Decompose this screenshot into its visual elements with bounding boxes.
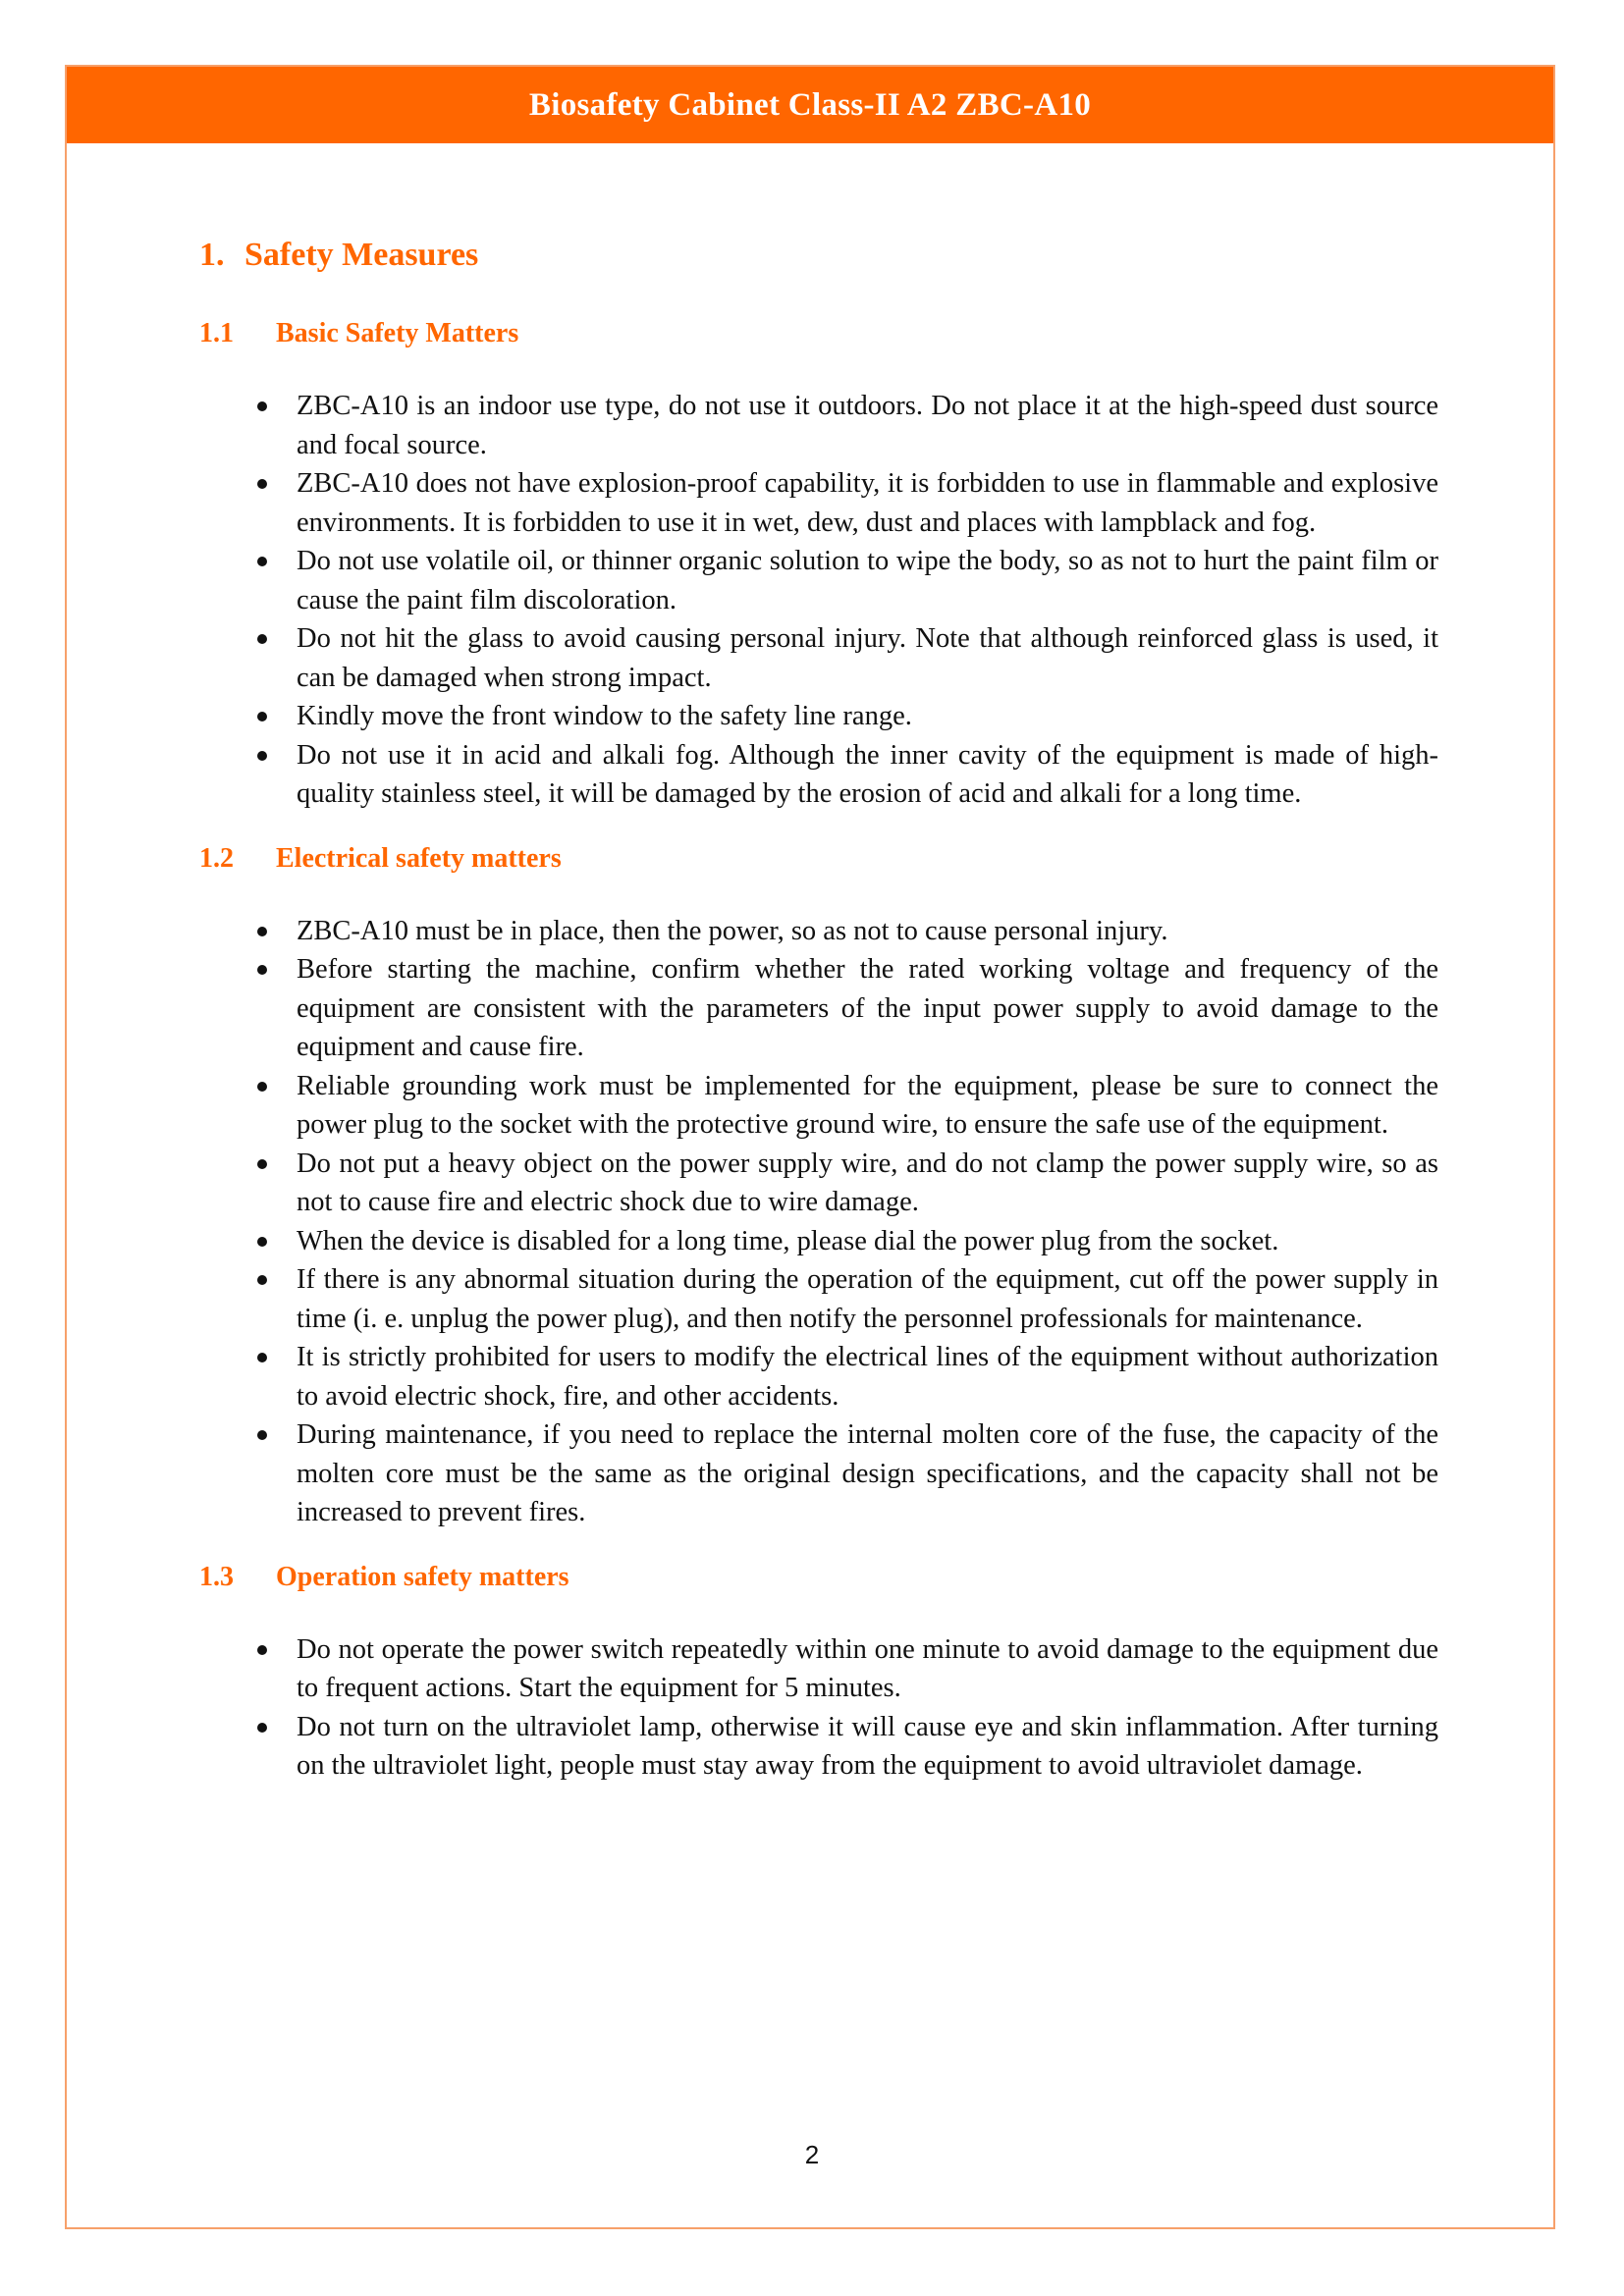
bullet-icon [257,1645,267,1655]
bullet-icon [257,927,267,936]
document-title: Biosafety Cabinet Class-II A2 ZBC-A10 [528,86,1092,123]
list-item: Do not operate the power switch repeatedly within one minute to avoid damage to the equipment due to frequent actions. Start the equipment for 5 minutes. [199,1630,1438,1708]
list-item: Do not use it in acid and alkali fog. Although the inner cavity of the equipment is made of high-quality stainless steel, it will be damaged by the erosion of acid and alkali for a long time. [199,736,1438,814]
bullet-icon [257,1430,267,1440]
list-item: ZBC-A10 does not have explosion-proof capability, it is forbidden to use in flammable and explosive environments. It is forbidden to use it in wet, dew, dust and places with lampblack and fog. [199,464,1438,542]
bullet-icon [257,557,267,566]
list-item: It is strictly prohibited for users to modify the electrical lines of the equipment without authorization to avoid electric shock, fire, and other accidents. [199,1338,1438,1415]
list-item: ZBC-A10 must be in place, then the power, so as not to cause personal injury. [199,912,1438,951]
bullet-icon [257,634,267,644]
operation-safety-list [199,1630,1438,1786]
electrical-safety-list [199,912,1438,1532]
bullet-icon [257,965,267,975]
subsection-title: Basic Safety Matters [276,318,519,348]
list-item: During maintenance, if you need to replace the internal molten core of the fuse, the capacity of the molten core must be the same as the original design specifications, and the capacity shall not be increased to prevent fires. [199,1415,1438,1532]
list-item: ZBC-A10 is an indoor use type, do not use it outdoors. Do not place it at the high-speed dust source and focal source. [199,387,1438,464]
document-body [199,232,1438,1811]
bullet-icon [257,751,267,761]
subsection-heading-basic-safety [199,314,1438,353]
subsection-title: Electrical safety matters [276,842,562,874]
bullet-icon [257,1237,267,1247]
list-item: Do not hit the glass to avoid causing personal injury. Note that although reinforced glass is used, it can be damaged when strong impact. [199,619,1438,697]
page-number: 2 [804,2140,820,2169]
list-item: When the device is disabled for a long time, please dial the power plug from the socket. [199,1222,1438,1261]
bullet-icon [257,1723,267,1733]
subsection-heading-operation-safety [199,1558,1438,1597]
subsection-title: Operation safety matters [276,1561,569,1592]
list-item: Do not put a heavy object on the power supply wire, and do not clamp the power supply wire, so as not to cause fire and electric shock due to wire damage. [199,1145,1438,1222]
list-item: If there is any abnormal situation during the operation of the equipment, cut off the power supply in time (i. e. unplug the power plug), and then notify the personnel professionals for maintenance. [199,1260,1438,1338]
bullet-icon [257,712,267,721]
section-title: Safety Measures [244,237,479,273]
bullet-icon [257,1275,267,1285]
bullet-icon [257,401,267,411]
subsection-number: 1.2 [199,842,234,874]
list-item: Do not use volatile oil, or thinner organic solution to wipe the body, so as not to hurt the paint film or cause the paint film discoloration. [199,542,1438,619]
subsection-number: 1.1 [199,318,234,348]
subsection-heading-electrical-safety [199,839,1438,879]
list-item: Reliable grounding work must be implemented for the equipment, please be sure to connect the power plug to the socket with the protective ground wire, to ensure the safe use of the equipment. [199,1067,1438,1145]
list-item: Before starting the machine, confirm whether the rated working voltage and frequency of the equipment are consistent with the parameters of the input power supply to avoid damage to the equipment and cause fire. [199,950,1438,1067]
list-item: Do not turn on the ultraviolet lamp, otherwise it will cause eye and skin inflammation. After turning on the ultraviolet light, people must stay away from the equipment to avoid ultraviolet damage. [199,1708,1438,1786]
subsection-number: 1.3 [199,1561,234,1592]
list-item: Kindly move the front window to the safety line range. [199,697,1438,736]
section-number: 1. [199,237,225,273]
document-header [67,67,1553,143]
section-heading [199,232,1438,279]
bullet-icon [257,479,267,489]
bullet-icon [257,1082,267,1092]
bullet-icon [257,1159,267,1169]
bullet-icon [257,1353,267,1362]
basic-safety-list [199,387,1438,814]
